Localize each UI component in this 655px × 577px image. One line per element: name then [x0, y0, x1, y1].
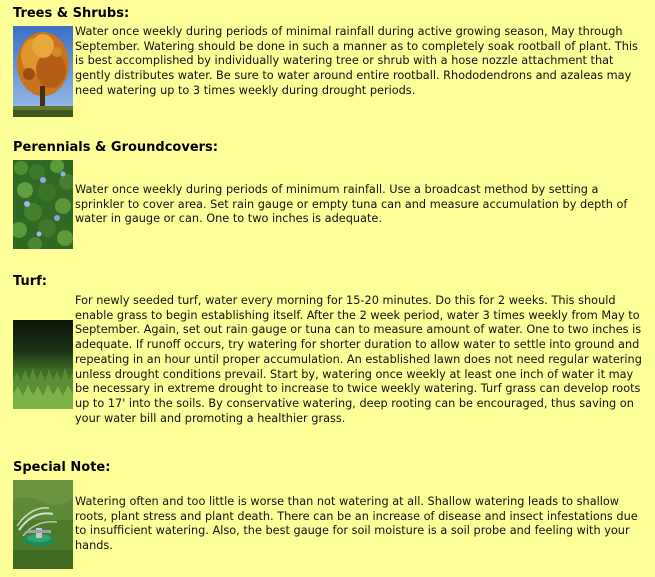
section-turf	[13, 274, 650, 425]
section-heading: Perennials & Groundcovers:	[13, 140, 218, 155]
section-body: Watering often and too little is worse than not watering at all. Shallow watering leads to shallow roots, plant stress and plant death. There can be an increase of disease and insect infestations due to insufficient watering. Also, the best gauge for soil moisture is a soil probe and feeling with your hands.	[75, 495, 638, 553]
section-body: Water once weekly during periods of minimal rainfall during active growing season, May through September. Watering should be done in such a manner as to completely soak rootball of plant. This is best accomplished by individually watering tree or shrub with a hose nozzle attachment that gently distributes water. Be sure to water around entire rootball. Rhododendrons and azaleas may need watering up to 3 times weekly during drought periods.	[75, 25, 638, 97]
section-heading: Turf:	[13, 274, 47, 289]
lawn-image	[13, 320, 73, 409]
section-heading: Trees & Shrubs:	[13, 6, 130, 21]
section-heading: Special Note:	[13, 460, 111, 475]
section-special-note	[13, 460, 650, 553]
sprinkler-image	[13, 480, 73, 569]
groundcover-image	[13, 160, 73, 249]
section-perennials-groundcovers	[13, 140, 650, 226]
section-body: For newly seeded turf, water every morning for 15-20 minutes. Do this for 2 weeks. This should enable grass to begin establishing itself. After the 2 week period, water 3 times weekly from May to September. Again, set out rain gauge or tuna can to measure amount of water. One to two inches is adequate. If runoff occurs, try watering for shorter duration to allow water to settle into ground and repeating in an hour until proper accumulation. An established lawn does not need regular watering unless drought conditions prevail. Start by, watering once weekly at least one inch of water it may be necessary in extreme drought to increase to twice weekly watering. Turf grass can develop roots up to 17' into the soils. By conservative watering, deep rooting can be encouraged, thus saving on your water bill and promoting a healthier grass.	[75, 294, 642, 425]
autumn-tree-image	[13, 26, 73, 117]
section-trees-shrubs	[13, 6, 650, 97]
section-body: Water once weekly during periods of minimum rainfall. Use a broadcast method by setting a sprinkler to cover area. Set rain gauge or empty tuna can and measure accumulation by depth of water in gauge or can. One to two inches is adequate.	[75, 183, 628, 226]
